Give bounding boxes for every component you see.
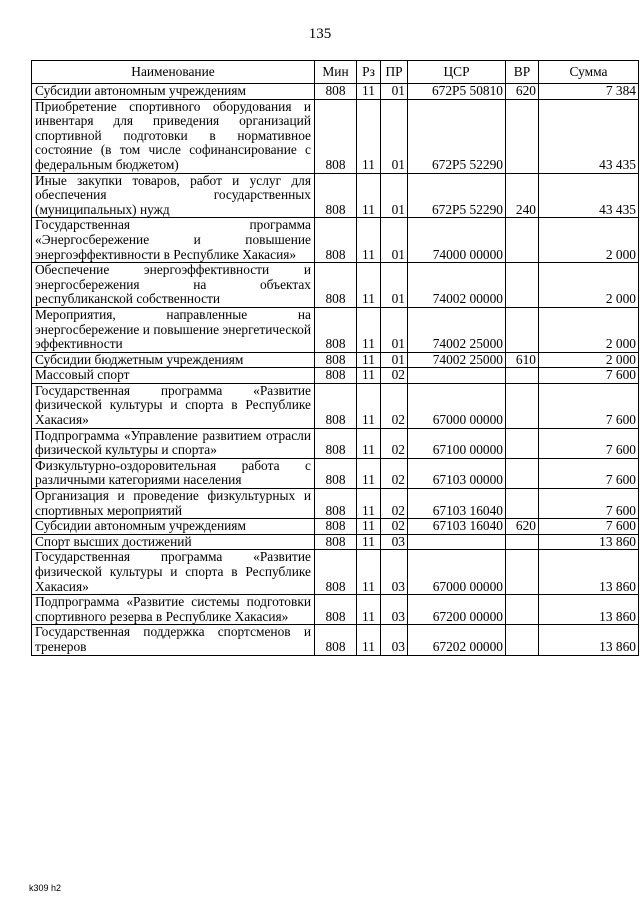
table-row	[32, 383, 639, 428]
table-header-row	[32, 61, 639, 84]
cell-min: 808	[315, 458, 357, 488]
cell-min: 808	[315, 263, 357, 308]
cell-csr: 74002 00000	[408, 263, 506, 308]
cell-min: 808	[315, 368, 357, 384]
cell-min: 808	[315, 99, 357, 173]
cell-pr: 01	[381, 307, 408, 352]
header-vr: ВР	[506, 61, 539, 84]
table-row	[32, 519, 639, 535]
table-row	[32, 352, 639, 368]
cell-csr: 67103 16040	[408, 489, 506, 519]
cell-pr: 01	[381, 173, 408, 218]
budget-table	[31, 60, 639, 656]
cell-pr: 01	[381, 99, 408, 173]
cell-vr: 620	[506, 84, 539, 100]
cell-min: 808	[315, 519, 357, 535]
cell-rz: 11	[357, 352, 381, 368]
table-row	[32, 99, 639, 173]
table-row	[32, 458, 639, 488]
cell-vr	[506, 428, 539, 458]
cell-sum: 7 384	[539, 84, 639, 100]
cell-rz: 11	[357, 307, 381, 352]
table-row	[32, 595, 639, 625]
cell-vr	[506, 263, 539, 308]
cell-rz: 11	[357, 428, 381, 458]
cell-min: 808	[315, 173, 357, 218]
cell-name: Подпрограмма «Развитие системы подготовки спортивного резерва в Республике Хакасия»	[32, 595, 315, 625]
cell-vr	[506, 534, 539, 550]
cell-pr: 03	[381, 550, 408, 595]
cell-sum: 7 600	[539, 519, 639, 535]
cell-vr	[506, 595, 539, 625]
page-number: 135	[308, 26, 332, 42]
cell-min: 808	[315, 625, 357, 655]
cell-sum: 13 860	[539, 534, 639, 550]
header-name: Наименование	[32, 61, 315, 84]
cell-sum: 7 600	[539, 368, 639, 384]
cell-pr: 01	[381, 84, 408, 100]
table-row	[32, 625, 639, 655]
table-row	[32, 173, 639, 218]
cell-name: Обеспечение энергоэффективности и энергосбережения на объектах республиканской собственности	[32, 263, 315, 308]
cell-min: 808	[315, 383, 357, 428]
cell-pr: 03	[381, 534, 408, 550]
header-pr: ПР	[381, 61, 408, 84]
cell-csr: 67000 00000	[408, 550, 506, 595]
cell-csr	[408, 368, 506, 384]
cell-sum: 7 600	[539, 428, 639, 458]
table-row	[32, 218, 639, 263]
table-row	[32, 428, 639, 458]
cell-csr	[408, 534, 506, 550]
cell-rz: 11	[357, 625, 381, 655]
cell-rz: 11	[357, 99, 381, 173]
cell-vr	[506, 218, 539, 263]
table-row	[32, 368, 639, 384]
cell-rz: 11	[357, 383, 381, 428]
cell-pr: 02	[381, 428, 408, 458]
cell-vr	[506, 99, 539, 173]
cell-name: Государственная программа «Развитие физической культуры и спорта в Республике Хакасия»	[32, 383, 315, 428]
table-row	[32, 263, 639, 308]
cell-rz: 11	[357, 263, 381, 308]
cell-csr: 67100 00000	[408, 428, 506, 458]
cell-csr: 672Р5 52290	[408, 99, 506, 173]
cell-csr: 67000 00000	[408, 383, 506, 428]
cell-rz: 11	[357, 368, 381, 384]
cell-sum: 13 860	[539, 625, 639, 655]
cell-min: 808	[315, 352, 357, 368]
cell-rz: 11	[357, 489, 381, 519]
cell-vr: 610	[506, 352, 539, 368]
cell-sum: 2 000	[539, 307, 639, 352]
cell-vr	[506, 458, 539, 488]
cell-min: 808	[315, 428, 357, 458]
cell-csr: 74002 25000	[408, 352, 506, 368]
cell-csr: 67200 00000	[408, 595, 506, 625]
cell-name: Субсидии автономным учреждениям	[32, 519, 315, 535]
cell-name: Приобретение спортивного оборудования и инвентаря для приведения организаций спортивной подготовки в нормативное состояние (в том числе софинансирование с федеральным бюджетом)	[32, 99, 315, 173]
cell-csr: 67103 16040	[408, 519, 506, 535]
cell-sum: 43 435	[539, 173, 639, 218]
cell-csr: 67202 00000	[408, 625, 506, 655]
cell-min: 808	[315, 307, 357, 352]
cell-name: Организация и проведение физкультурных и спортивных мероприятий	[32, 489, 315, 519]
cell-pr: 02	[381, 368, 408, 384]
cell-name: Субсидии автономным учреждениям	[32, 84, 315, 100]
cell-sum: 13 860	[539, 595, 639, 625]
cell-vr	[506, 625, 539, 655]
cell-name: Физкультурно-оздоровительная работа с различными категориями населения	[32, 458, 315, 488]
cell-pr: 01	[381, 263, 408, 308]
table-row	[32, 489, 639, 519]
cell-csr: 672Р5 52290	[408, 173, 506, 218]
cell-name: Государственная программа «Развитие физической культуры и спорта в Республике Хакасия»	[32, 550, 315, 595]
cell-min: 808	[315, 218, 357, 263]
cell-min: 808	[315, 489, 357, 519]
table-row	[32, 534, 639, 550]
cell-min: 808	[315, 550, 357, 595]
cell-sum: 2 000	[539, 263, 639, 308]
cell-vr: 620	[506, 519, 539, 535]
cell-pr: 02	[381, 519, 408, 535]
cell-name: Мероприятия, направленные на энергосбережение и повышение энергетической эффективности	[32, 307, 315, 352]
cell-csr: 74002 25000	[408, 307, 506, 352]
cell-rz: 11	[357, 84, 381, 100]
cell-name: Государственная программа «Энергосбережение и повышение энергоэффективности в Республике Хакасия»	[32, 218, 315, 263]
cell-name: Государственная поддержка спортсменов и тренеров	[32, 625, 315, 655]
cell-name: Массовый спорт	[32, 368, 315, 384]
cell-sum: 2 000	[539, 352, 639, 368]
header-csr: ЦСР	[408, 61, 506, 84]
cell-rz: 11	[357, 534, 381, 550]
header-min: Мин	[315, 61, 357, 84]
cell-vr	[506, 550, 539, 595]
cell-sum: 7 600	[539, 489, 639, 519]
table-row	[32, 307, 639, 352]
cell-sum: 2 000	[539, 218, 639, 263]
cell-name: Спорт высших достижений	[32, 534, 315, 550]
cell-vr: 240	[506, 173, 539, 218]
cell-vr	[506, 368, 539, 384]
table-row	[32, 550, 639, 595]
header-sum: Сумма	[539, 61, 639, 84]
cell-sum: 43 435	[539, 99, 639, 173]
cell-pr: 03	[381, 625, 408, 655]
cell-pr: 02	[381, 383, 408, 428]
cell-csr: 672Р5 50810	[408, 84, 506, 100]
header-rz: Рз	[357, 61, 381, 84]
cell-pr: 01	[381, 218, 408, 263]
cell-sum: 13 860	[539, 550, 639, 595]
cell-pr: 03	[381, 595, 408, 625]
cell-sum: 7 600	[539, 458, 639, 488]
cell-name: Подпрограмма «Управление развитием отрасли физической культуры и спорта»	[32, 428, 315, 458]
footer-code: k309 h2	[29, 883, 62, 893]
cell-min: 808	[315, 534, 357, 550]
cell-rz: 11	[357, 218, 381, 263]
cell-csr: 67103 00000	[408, 458, 506, 488]
cell-min: 808	[315, 84, 357, 100]
cell-pr: 02	[381, 489, 408, 519]
cell-pr: 01	[381, 352, 408, 368]
table-body	[32, 84, 639, 656]
cell-rz: 11	[357, 519, 381, 535]
cell-vr	[506, 489, 539, 519]
cell-rz: 11	[357, 458, 381, 488]
cell-vr	[506, 307, 539, 352]
cell-rz: 11	[357, 550, 381, 595]
cell-rz: 11	[357, 595, 381, 625]
cell-csr: 74000 00000	[408, 218, 506, 263]
cell-rz: 11	[357, 173, 381, 218]
cell-name: Иные закупки товаров, работ и услуг для обеспечения государственных (муниципальных) нужд	[32, 173, 315, 218]
table-row	[32, 84, 639, 100]
cell-pr: 02	[381, 458, 408, 488]
cell-min: 808	[315, 595, 357, 625]
cell-name: Субсидии бюджетным учреждениям	[32, 352, 315, 368]
cell-vr	[506, 383, 539, 428]
cell-sum: 7 600	[539, 383, 639, 428]
